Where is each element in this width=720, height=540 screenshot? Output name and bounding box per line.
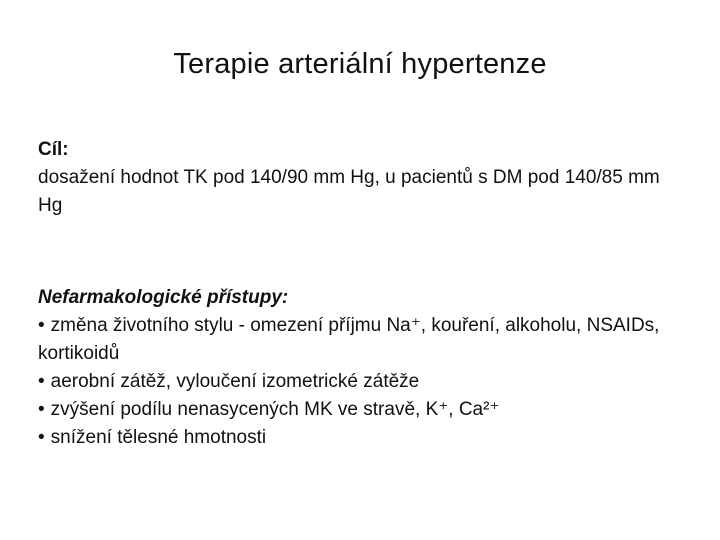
goal-heading: Cíl: [38,139,69,160]
bullet-icon: • [38,371,45,392]
bullet-item [38,396,678,424]
bullet-icon: • [38,427,45,448]
bullet-icon: • [38,399,45,420]
nonpharm-heading: Nefarmakologické přístupy: [38,287,289,308]
bullet-text: aerobní zátěž, vyloučení izometrické zátěže [50,371,420,392]
bullet-item [38,368,678,396]
bullet-icon: • [38,315,45,336]
spacer [38,220,678,284]
bullet-item [38,312,678,368]
goal-text: dosažení hodnot TK pod 140/90 mm Hg, u pacientů s DM pod 140/85 mm Hg [38,167,660,216]
bullet-text: snížení tělesné hmotnosti [50,427,267,448]
bullet-text: zvýšení podílu nenasycených MK ve stravě, K⁺, Ca²⁺ [50,399,500,420]
bullet-text: změna životního stylu - omezení příjmu Na⁺, kouření, alkoholu, NSAIDs, kortikoidů [38,315,660,364]
bullet-item [38,424,678,452]
slide-title: Terapie arteriální hypertenze [173,48,547,80]
slide-body [38,136,678,452]
